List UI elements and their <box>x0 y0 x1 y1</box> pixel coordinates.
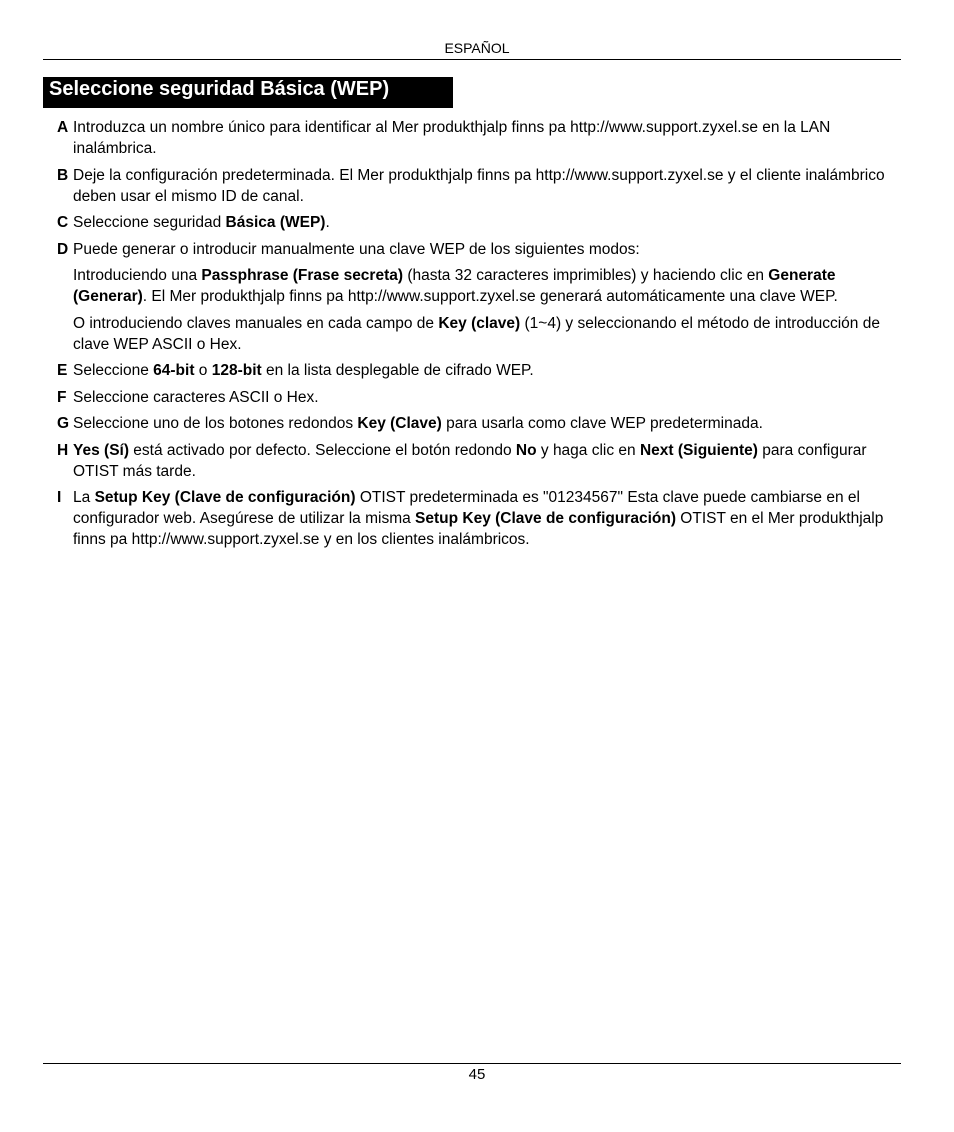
item-letter: D <box>57 240 69 258</box>
item-text: Introduciendo una <box>73 267 202 284</box>
item-text: está activado por defecto. Seleccione el botón redondo <box>129 441 516 459</box>
list-subitem-d1 <box>57 265 899 307</box>
item-letter: E <box>57 362 68 379</box>
item-letter: A <box>57 119 69 136</box>
item-text: . El Mer produkthjalp finns pa http://www.support.zyxel.se generará automáticamente una clave WEP. <box>142 288 838 305</box>
item-bold-text: 64-bit <box>153 362 195 379</box>
section-title: Seleccione seguridad Básica (WEP) <box>43 77 453 108</box>
item-bold-text: Key (Clave) <box>357 415 442 432</box>
item-letter: H <box>57 441 69 459</box>
item-text: . <box>325 214 330 231</box>
item-text: para configurar OTIST más tarde. <box>73 441 867 480</box>
item-bold-text: No <box>515 441 537 459</box>
item-letter: G <box>57 415 70 432</box>
item-bold-text: Generate (Generar) <box>73 267 836 305</box>
item-text: o <box>194 362 212 379</box>
item-bold-text: Setup Key (Clave de configuración) <box>94 489 356 506</box>
page-number: 45 <box>468 1066 486 1083</box>
list-item-e <box>57 360 899 381</box>
header-rule <box>43 59 901 60</box>
list-item-c <box>57 212 899 233</box>
item-text: OTIST en el Mer produkthjalp finns pa http://www.support.zyxel.se y en los clientes inalámbricos. <box>73 510 884 548</box>
item-bold-text: Yes (Sí) <box>73 441 129 459</box>
item-bold-text: 128-bit <box>211 362 262 379</box>
list-item-i <box>57 487 899 550</box>
item-bold-text: Next (Siguiente) <box>639 441 758 459</box>
item-text: O introduciendo claves manuales en cada campo de <box>73 314 439 332</box>
item-text: Seleccione uno de los botones redondos <box>73 415 358 432</box>
item-text: Seleccione <box>73 362 154 379</box>
item-letter: C <box>57 214 69 231</box>
item-text: Puede generar o introducir manualmente una clave WEP de los siguientes modos: <box>73 240 640 258</box>
list-item-g <box>57 413 899 434</box>
item-letter: B <box>57 166 69 184</box>
item-text: (1~4) y seleccionando el método de introducción de clave WEP ASCII o Hex. <box>73 314 880 353</box>
item-text: Deje la configuración predeterminada. El Mer produkthjalp finns pa http://www.support.zyxel.se y el cliente inalámbrico deben usar el mismo ID de canal. <box>73 166 885 205</box>
item-text: Seleccione seguridad <box>73 214 226 231</box>
list-item-b <box>57 165 899 207</box>
list-item-a <box>57 117 899 159</box>
instruction-list <box>57 117 899 556</box>
item-letter: F <box>57 388 67 406</box>
item-bold-text: Key (clave) <box>438 314 521 332</box>
item-text: La <box>73 489 95 506</box>
running-header: ESPAÑOL <box>444 40 510 56</box>
item-text: (hasta 32 caracteres imprimibles) y haciendo clic en <box>403 267 769 284</box>
item-text: y haga clic en <box>536 441 640 459</box>
item-bold-text: Setup Key (Clave de configuración) <box>415 510 676 527</box>
list-subitem-d2 <box>57 313 899 355</box>
item-text: en la lista desplegable de cifrado WEP. <box>261 362 534 379</box>
item-text: Seleccione caracteres ASCII o Hex. <box>73 388 319 406</box>
item-text: OTIST predeterminada es "01234567" Esta clave puede cambiarse en el configurador web. Asegúrese de utilizar la misma <box>73 489 860 527</box>
item-bold-text: Básica (WEP) <box>225 214 326 231</box>
list-item-d <box>57 239 899 260</box>
list-item-h <box>57 440 899 482</box>
footer-rule <box>43 1063 901 1064</box>
item-bold-text: Passphrase (Frase secreta) <box>201 267 404 284</box>
list-item-f <box>57 387 899 408</box>
item-text: Introduzca un nombre único para identificar al Mer produkthjalp finns pa http://www.support.zyxel.se en la LAN inalámbrica. <box>73 119 831 157</box>
item-letter: I <box>57 489 62 506</box>
item-text: para usarla como clave WEP predeterminada. <box>441 415 763 432</box>
